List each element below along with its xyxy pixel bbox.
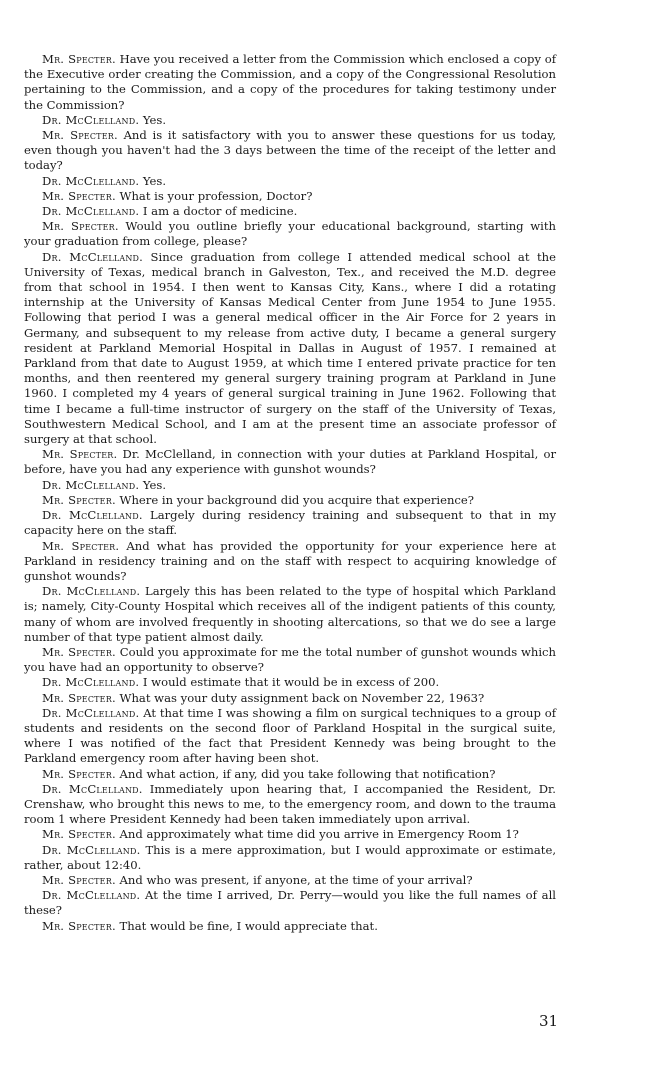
testimony-text: At the time I arrived, Dr. Perry—would you like the full names of all these? xyxy=(24,888,557,918)
speaker-name: Mr. Specter. xyxy=(42,128,118,143)
testimony-paragraph xyxy=(24,113,556,128)
testimony-text: Immediately upon hearing that, I accompanied the Resident, Dr. Crenshaw, who brought this news to me, to the emergency room, and down to the trauma room 1 where President Kennedy had been taken immediately upon arrival. xyxy=(24,781,556,827)
speaker-name: Mr. Specter. xyxy=(42,644,116,659)
testimony-paragraph xyxy=(24,919,556,934)
speaker-name: Dr. McClelland. xyxy=(42,508,143,523)
speaker-name: Dr. McClelland. xyxy=(42,249,144,264)
speaker-name: Mr. Specter. xyxy=(42,492,116,507)
speaker-name: Mr. Specter. xyxy=(42,918,116,933)
testimony-text: And what has provided the opportunity for your experience here at Parkland in residency training and on the staff with respect to acquiring knowledge of gunshot wounds? xyxy=(24,538,557,583)
speaker-name: Dr. McClelland. xyxy=(42,112,140,127)
page-number: 31 xyxy=(539,1012,559,1030)
testimony-paragraph xyxy=(24,189,556,204)
testimony-text: And who was present, if anyone, at the time of your arrival? xyxy=(119,872,473,887)
speaker-name: Mr. Specter. xyxy=(42,188,116,203)
testimony-paragraph xyxy=(24,675,556,690)
testimony-paragraph xyxy=(24,539,556,585)
testimony-paragraph xyxy=(24,645,556,675)
testimony-text: That would be fine, I would appreciate that. xyxy=(119,918,378,933)
testimony-text: Have you received a letter from the Commission which enclosed a copy of the Executive order creating the Commission, and a copy of the Congressional Resolution pertaining to the Commission, and a copy of the procedures for taking testimony under the Commission? xyxy=(24,52,557,112)
speaker-name: Mr. Specter. xyxy=(42,447,118,462)
testimony-page xyxy=(24,52,556,934)
testimony-text: Yes. xyxy=(142,477,167,492)
testimony-text: Would you outline briefly your educational background, starting with your graduation from college, please? xyxy=(24,219,557,249)
testimony-text: And approximately what time did you arrive in Emergency Room 1? xyxy=(119,827,519,842)
testimony-paragraph xyxy=(24,767,556,782)
speaker-name: Mr. Specter. xyxy=(42,872,116,887)
testimony-paragraph xyxy=(24,250,556,448)
testimony-text: I would estimate that it would be in excess of 200. xyxy=(142,675,440,690)
testimony-paragraph xyxy=(24,478,556,493)
testimony-text: Where in your background did you acquire that experience? xyxy=(119,492,475,507)
testimony-text: Since graduation from college I attended medical school at the University of Texas, medical branch in Galveston, Tex., and received the M.D. degree from that school in 1954. I then went to Kansas City, Kans., where I did a rotating internship at the University of Kansas Medical Center from June 1954 to June 1955. Following that period I was a general medical officer in the Air Force for 2 years in Germany, and subsequent to my release from active duty, I became a general surgery resident at Parkland Memorial Hospital in Dallas in August of 1957. I remained at Parkland from that date to August 1959, at which time I entered private practice for ten months, and then reentered my general surgery training program at Parkland in June 1960. I completed my 4 years of general surgical training in June 1962. Following that time I became a full-time instructor of surgery on the staff of the University of Texas, Southwestern Medical School, and I am at the present time an associate professor of surgery at that school. xyxy=(24,249,556,447)
testimony-text: I am a doctor of medicine. xyxy=(142,204,298,219)
testimony-text: Largely this has been related to the type of hospital which Parkland is; namely, City-County Hospital which receives all of the indigent patients of this county, many of whom are involved frequently in shooting altercations, so that we do see a large number of that type patient almost daily. xyxy=(24,584,556,644)
testimony-paragraph xyxy=(24,873,556,888)
speaker-name: Dr. McClelland. xyxy=(42,204,140,219)
testimony-paragraph xyxy=(24,447,556,477)
testimony-paragraph xyxy=(24,782,556,828)
testimony-paragraph xyxy=(24,827,556,842)
testimony-paragraph xyxy=(24,888,556,918)
speaker-name: Dr. McClelland. xyxy=(42,781,143,796)
speaker-name: Mr. Specter. xyxy=(42,538,120,553)
testimony-paragraph xyxy=(24,219,556,249)
speaker-name: Mr. Specter. xyxy=(42,827,116,842)
testimony-paragraph xyxy=(24,843,556,873)
speaker-name: Mr. Specter. xyxy=(42,219,119,234)
speaker-name: Mr. Specter. xyxy=(42,52,116,66)
testimony-paragraph xyxy=(24,706,556,767)
testimony-paragraph xyxy=(24,52,556,113)
testimony-paragraph xyxy=(24,691,556,706)
speaker-name: Dr. McClelland. xyxy=(42,477,140,492)
testimony-text: What is your profession, Doctor? xyxy=(119,188,313,203)
testimony-text: Dr. McClelland, in connection with your duties at Parkland Hospital, or before, have you had any experience with gunshot wounds? xyxy=(24,447,557,477)
testimony-text: Largely during residency training and subsequent to that in my capacity here on the staff. xyxy=(24,508,556,538)
testimony-paragraph xyxy=(24,128,556,174)
testimony-paragraph xyxy=(24,584,556,645)
speaker-name: Dr. McClelland. xyxy=(42,842,141,857)
testimony-text: And what action, if any, did you take following that notification? xyxy=(119,766,496,781)
speaker-name: Dr. McClelland. xyxy=(42,888,141,903)
speaker-name: Dr. McClelland. xyxy=(42,705,140,720)
testimony-text: What was your duty assignment back on November 22, 1963? xyxy=(119,690,485,705)
testimony-paragraph xyxy=(24,204,556,219)
testimony-text: Yes. xyxy=(142,173,167,188)
testimony-text: Yes. xyxy=(142,112,167,127)
speaker-name: Mr. Specter. xyxy=(42,690,116,705)
testimony-text: At that time I was showing a film on surgical techniques to a group of students and residents on the second floor of Parkland Hospital in the surgical suite, where I was notified of the fact that President Kennedy was being brought to the Parkland emergency room after having been shot. xyxy=(24,705,556,766)
speaker-name: Dr. McClelland. xyxy=(42,584,141,599)
testimony-paragraph xyxy=(24,174,556,189)
testimony-text: And is it satisfactory with you to answer these questions for us today, even though you haven't had the 3 days between the time of the receipt of the letter and today? xyxy=(24,128,557,173)
testimony-paragraph xyxy=(24,508,556,538)
speaker-name: Dr. McClelland. xyxy=(42,173,140,188)
testimony-text: Could you approximate for me the total number of gunshot wounds which you have had an opportunity to observe? xyxy=(24,644,556,675)
speaker-name: Dr. McClelland. xyxy=(42,675,140,690)
testimony-text: This is a mere approximation, but I would approximate or estimate, rather, about 12:40. xyxy=(24,842,557,872)
speaker-name: Mr. Specter. xyxy=(42,766,116,781)
testimony-paragraph xyxy=(24,493,556,508)
